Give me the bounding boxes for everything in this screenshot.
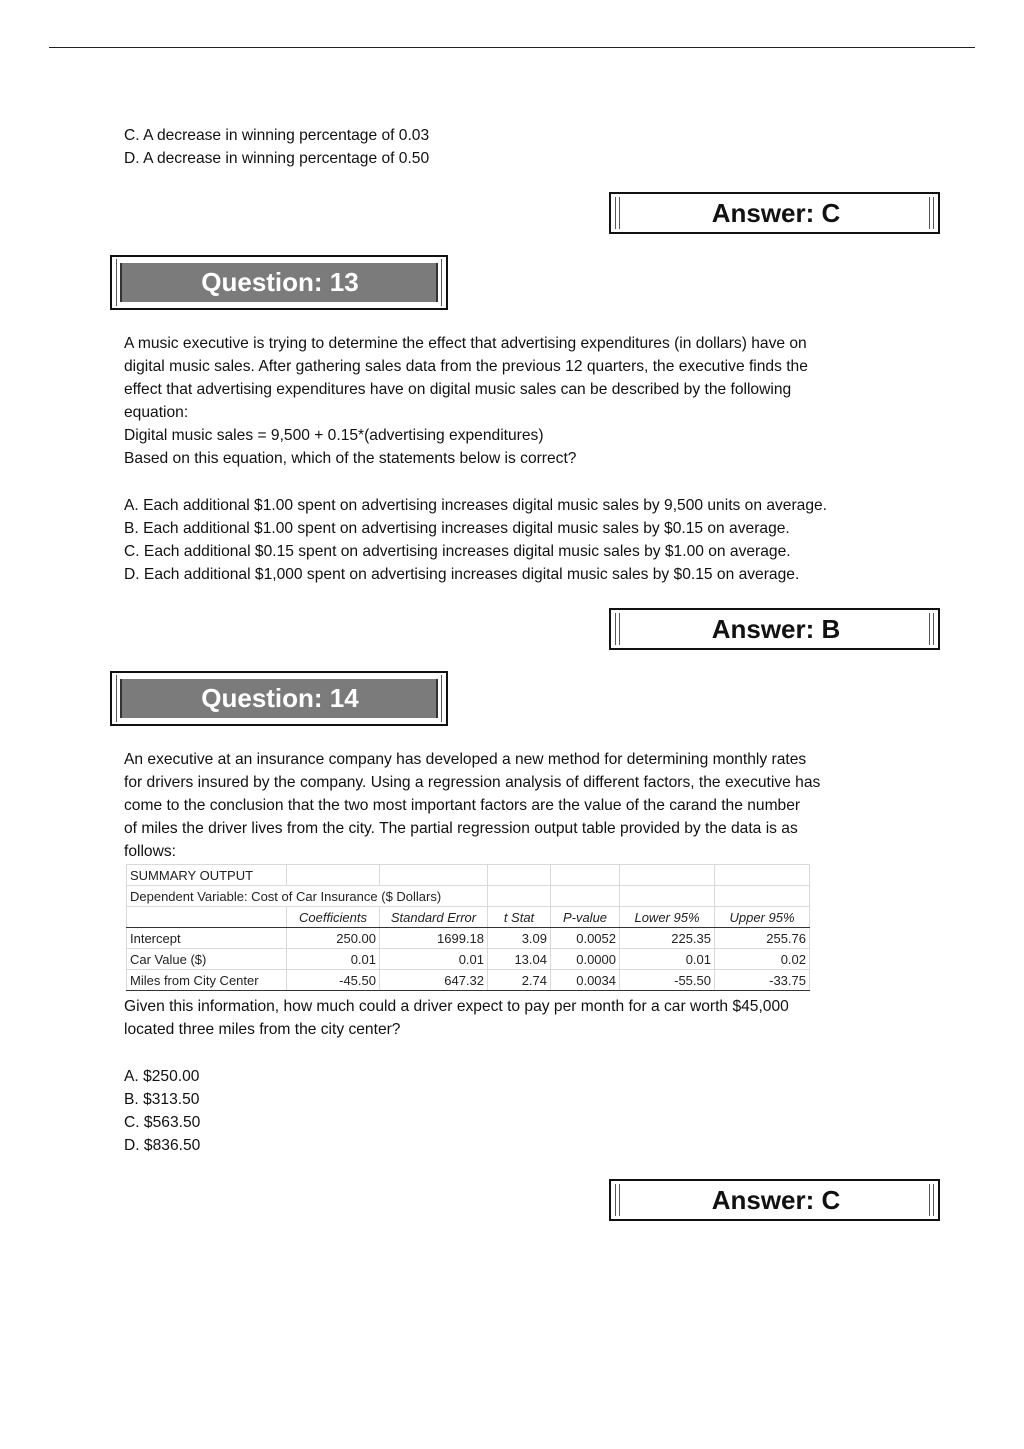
answer-label: Answer: C bbox=[711, 1184, 841, 1215]
empty-cell bbox=[488, 865, 551, 886]
empty-cell bbox=[620, 865, 715, 886]
q14-option-a: A. $250.00 bbox=[124, 1068, 200, 1085]
table-header-row bbox=[127, 907, 810, 928]
cell: 0.0034 bbox=[551, 970, 620, 991]
dependent-variable: Dependent Variable: Cost of Car Insurance ($ Dollars) bbox=[127, 886, 488, 907]
empty-cell bbox=[287, 865, 380, 886]
cell: -55.50 bbox=[620, 970, 715, 991]
table-row bbox=[127, 886, 810, 907]
empty-cell bbox=[620, 886, 715, 907]
question-13-header bbox=[110, 255, 448, 310]
table-row bbox=[127, 865, 810, 886]
column-header: Lower 95% bbox=[620, 907, 715, 928]
empty-cell bbox=[127, 907, 287, 928]
empty-cell bbox=[715, 886, 810, 907]
empty-cell bbox=[380, 865, 488, 886]
q13-line: equation: bbox=[124, 404, 189, 421]
q14-option-b: B. $313.50 bbox=[124, 1091, 200, 1108]
q13-line: effect that advertising expenditures have on digital music sales can be described by the following bbox=[124, 381, 792, 398]
regression-table bbox=[126, 864, 810, 991]
q13-option-a: A. Each additional $1.00 spent on advertising increases digital music sales by 9,500 units on average. bbox=[124, 497, 828, 514]
q13-equation: Digital music sales = 9,500 + 0.15*(advertising expenditures) bbox=[124, 427, 544, 444]
q14-question-line: located three miles from the city center? bbox=[124, 1021, 401, 1038]
cell: 225.35 bbox=[620, 928, 715, 949]
q13-line: digital music sales. After gathering sales data from the previous 12 quarters, the executive finds the bbox=[124, 358, 808, 375]
q13-option-d: D. Each additional $1,000 spent on advertising increases digital music sales by $0.15 on average. bbox=[124, 566, 800, 583]
cell: 0.01 bbox=[287, 949, 380, 970]
q14-option-c: C. $563.50 bbox=[124, 1114, 201, 1131]
cell: 1699.18 bbox=[380, 928, 488, 949]
empty-cell bbox=[715, 865, 810, 886]
cell: 3.09 bbox=[488, 928, 551, 949]
answer-label: Answer: C bbox=[711, 197, 841, 228]
column-header: Coefficients bbox=[287, 907, 380, 928]
option-c: C. A decrease in winning percentage of 0.03 bbox=[124, 127, 430, 144]
q14-line: come to the conclusion that the two most important factors are the value of the carand the number bbox=[124, 797, 801, 814]
cell: 0.0052 bbox=[551, 928, 620, 949]
column-header: P-value bbox=[551, 907, 620, 928]
cell: 647.32 bbox=[380, 970, 488, 991]
q13-option-c: C. Each additional $0.15 spent on advertising increases digital music sales by $1.00 on average. bbox=[124, 543, 791, 560]
question-14-header bbox=[110, 671, 448, 726]
q14-line: of miles the driver lives from the city. The partial regression output table provided by the data is as bbox=[124, 820, 798, 837]
cell: 0.01 bbox=[380, 949, 488, 970]
q13-line: A music executive is trying to determine the effect that advertising expenditures (in dollars) have on bbox=[124, 335, 807, 352]
cell: 2.74 bbox=[488, 970, 551, 991]
column-header: Standard Error bbox=[380, 907, 488, 928]
answer-label: Answer: B bbox=[711, 613, 841, 644]
answer-box bbox=[609, 608, 940, 650]
row-label: Intercept bbox=[127, 928, 287, 949]
q14-line: for drivers insured by the company. Using a regression analysis of different factors, the executive has bbox=[124, 774, 821, 791]
cell: 255.76 bbox=[715, 928, 810, 949]
q13-line: Based on this equation, which of the statements below is correct? bbox=[124, 450, 577, 467]
summary-title: SUMMARY OUTPUT bbox=[127, 865, 287, 886]
empty-cell bbox=[488, 886, 551, 907]
table-row bbox=[127, 970, 810, 991]
cell: -33.75 bbox=[715, 970, 810, 991]
table-row bbox=[127, 928, 810, 949]
question-14-title: Question: 14 bbox=[201, 683, 359, 713]
cell: 0.01 bbox=[620, 949, 715, 970]
column-header: Upper 95% bbox=[715, 907, 810, 928]
question-13-title: Question: 13 bbox=[201, 267, 359, 297]
q14-option-d: D. $836.50 bbox=[124, 1137, 201, 1154]
row-label: Miles from City Center bbox=[127, 970, 287, 991]
cell: 13.04 bbox=[488, 949, 551, 970]
column-header: t Stat bbox=[488, 907, 551, 928]
cell: -45.50 bbox=[287, 970, 380, 991]
q14-question-line: Given this information, how much could a driver expect to pay per month for a car worth $45,000 bbox=[124, 998, 789, 1015]
cell: 0.0000 bbox=[551, 949, 620, 970]
cell: 0.02 bbox=[715, 949, 810, 970]
answer-box bbox=[609, 192, 940, 234]
option-d: D. A decrease in winning percentage of 0.50 bbox=[124, 150, 430, 167]
row-label: Car Value ($) bbox=[127, 949, 287, 970]
q13-option-b: B. Each additional $1.00 spent on advertising increases digital music sales by $0.15 on average. bbox=[124, 520, 790, 537]
q14-line: follows: bbox=[124, 843, 176, 860]
empty-cell bbox=[551, 886, 620, 907]
cell: 250.00 bbox=[287, 928, 380, 949]
answer-box bbox=[609, 1179, 940, 1221]
empty-cell bbox=[551, 865, 620, 886]
q14-line: An executive at an insurance company has developed a new method for determining monthly rates bbox=[124, 751, 807, 768]
table-row bbox=[127, 949, 810, 970]
top-rule bbox=[49, 47, 975, 48]
